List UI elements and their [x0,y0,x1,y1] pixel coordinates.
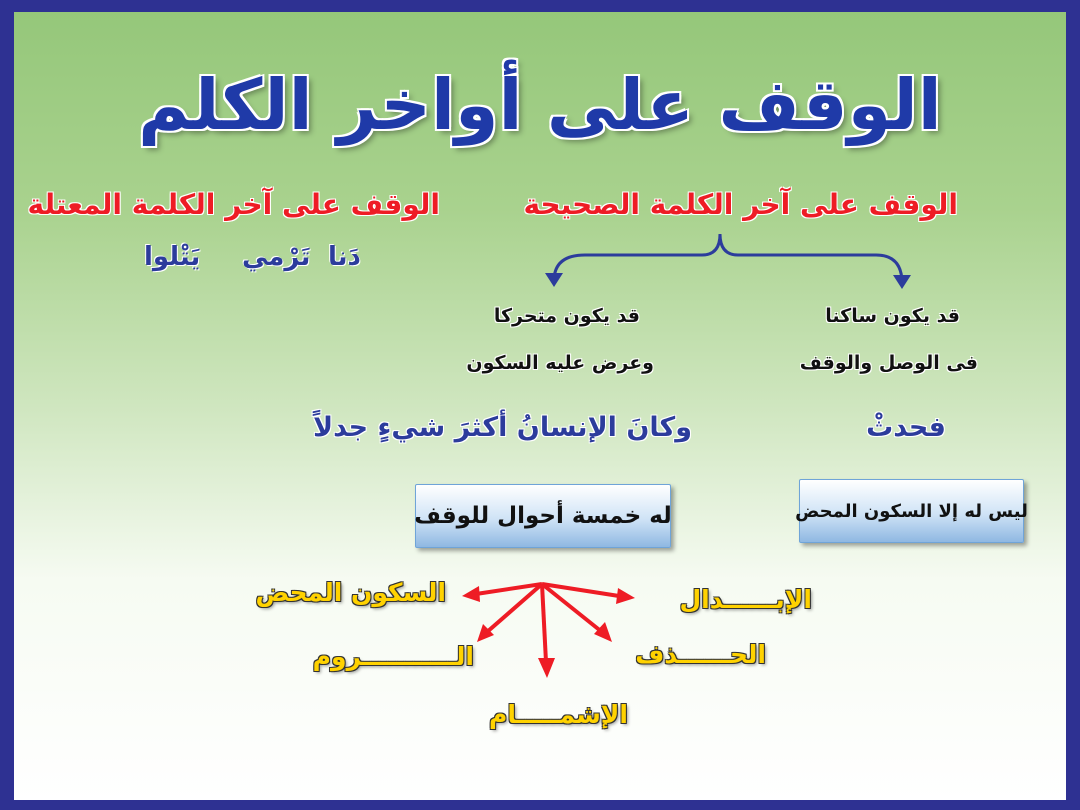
arrowhead-sukun [462,586,480,602]
moving-line-1: قد يكون متحركا [493,305,640,327]
moving-line-2: وعرض عليه السكون [466,352,654,374]
five-states-box-label: له خمسة أحوال للوقف [414,503,672,529]
weak-example-2: تَرْمي [242,242,311,272]
static-line-1: قد يكون ساكنا [825,305,960,327]
arrowhead-ishmam [538,658,555,678]
slide-title: الوقف على أواخر الكلم [138,64,942,146]
state-ibdal: الإبــــــدال [679,585,812,614]
static-line-2: فى الوصل والوقف [799,352,978,374]
sound-word-heading: الوقف على آخر الكلمة الصحيحة [523,188,958,221]
red-arrows [462,584,635,678]
five-states-box [415,484,671,548]
pure-sukun-box-label: ليس له إلا السكون المحض [795,500,1028,522]
arrow-to-ishmam [542,584,546,662]
brace-arrowhead-left [545,273,563,287]
arrowhead-ibdal [616,588,635,604]
slide [14,12,1066,800]
state-hadhf: الحــــــذف [635,640,766,669]
state-sukun: السكون المحض [255,578,446,607]
weak-example-1: دَنا [328,242,361,272]
brace-arrowhead-right [893,275,911,289]
state-rawm: الـــــــــــروم [312,642,474,671]
pure-sukun-box [795,479,1028,543]
moving-example: وكانَ الإنسانُ أكثرَ شيءٍ جدلاً [312,412,692,443]
weak-example-3: يَتْلوا [144,242,201,272]
brace-connector [554,234,902,283]
weak-word-heading: الوقف على آخر الكلمة المعتلة [27,188,440,221]
state-ishmam: الإشمـــــام [489,700,628,729]
arrowhead-hadhf [594,622,612,642]
static-example: فحدثْ [866,412,946,443]
